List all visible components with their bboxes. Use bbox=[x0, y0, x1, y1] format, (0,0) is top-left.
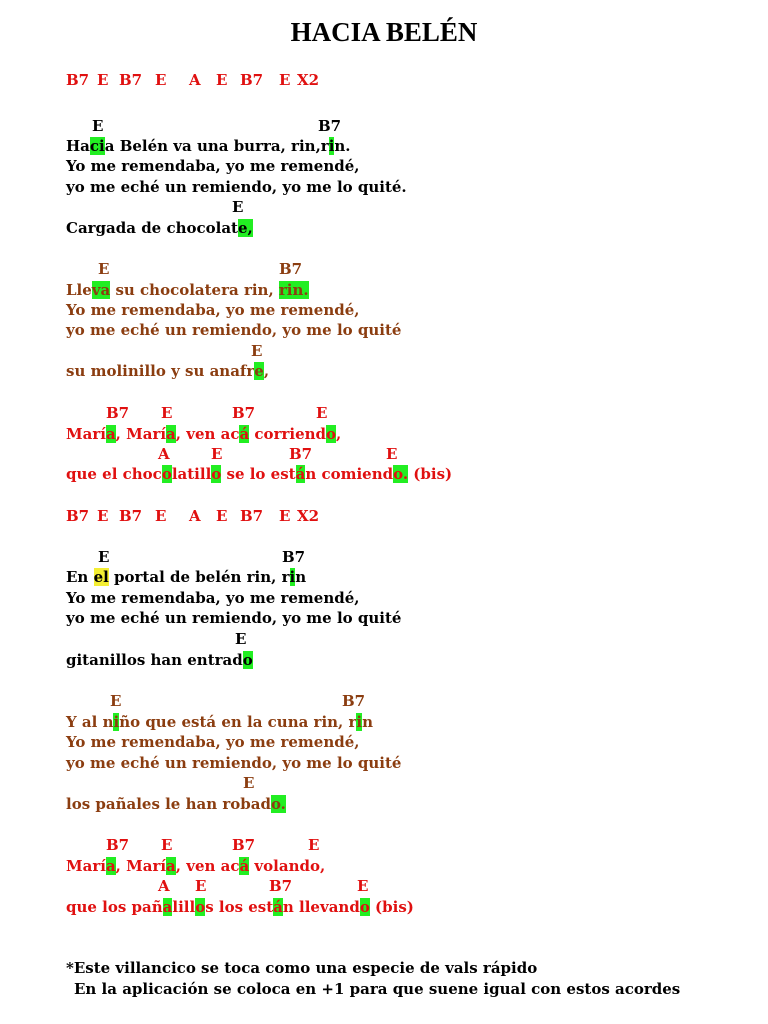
chord-change-highlight: i bbox=[113, 713, 120, 731]
chord-line bbox=[0, 876, 768, 896]
lyric-text: corriend bbox=[249, 425, 327, 443]
chord-change-highlight: a bbox=[105, 425, 116, 443]
chord-change-highlight: á bbox=[273, 898, 283, 916]
chord-label: A bbox=[158, 445, 170, 463]
chord-change-highlight: i bbox=[328, 137, 335, 155]
chord-change-highlight: o. bbox=[393, 465, 409, 483]
lyric-text: que los pañ bbox=[66, 898, 163, 916]
intro-chords bbox=[0, 70, 768, 90]
lyric-line bbox=[66, 361, 766, 381]
chord-label: E bbox=[110, 692, 122, 710]
lyric-text: yo me eché un remiendo, yo me lo quité bbox=[66, 754, 402, 772]
lyric-text: , bbox=[336, 425, 342, 443]
chord-label: B7 bbox=[269, 877, 293, 895]
lyric-text: latill bbox=[171, 465, 212, 483]
chord-change-highlight: o bbox=[326, 425, 337, 443]
chord-label: E bbox=[155, 507, 167, 525]
lyric-text: su chocolatera rin, bbox=[110, 281, 279, 299]
chord-line bbox=[0, 403, 768, 423]
chord-change-highlight: o bbox=[242, 651, 253, 669]
chord-label: E bbox=[216, 507, 228, 525]
chord-change-highlight: a bbox=[105, 857, 116, 875]
lyric-text: su molinillo y su anafr bbox=[66, 362, 255, 380]
chord-line bbox=[0, 259, 768, 279]
chord-change-highlight: o bbox=[359, 898, 370, 916]
chord-change-highlight: a bbox=[166, 857, 176, 875]
chord-change-highlight: e, bbox=[237, 219, 253, 237]
lyric-text: los pañales le han robad bbox=[66, 795, 271, 813]
chord-label: E bbox=[232, 198, 244, 216]
chord-label: E bbox=[235, 630, 247, 648]
chord-label: B7 bbox=[282, 548, 306, 566]
chord-change-highlight: e bbox=[254, 362, 264, 380]
lyric-line bbox=[66, 156, 766, 176]
chord-label: B7 bbox=[106, 836, 130, 854]
lyric-text: Yo me remendaba, yo me remendé, bbox=[66, 157, 360, 175]
lyric-text: yo me eché un remiendo, yo me lo quité. bbox=[66, 178, 407, 196]
lyric-text: a Belén va una burra, rin,r bbox=[104, 137, 329, 155]
chord-label: E bbox=[92, 117, 104, 135]
lyric-text: , bbox=[263, 362, 270, 380]
lyric-text: Yo me remendaba, yo me remendé, bbox=[66, 301, 360, 319]
chord-change-highlight: á bbox=[239, 425, 250, 443]
chord-change-highlight: o bbox=[195, 898, 206, 916]
lyric-text: , Marí bbox=[115, 857, 167, 875]
lyric-text: s los est bbox=[205, 898, 274, 916]
lyric-text: se lo est bbox=[221, 465, 296, 483]
chord-line bbox=[0, 835, 768, 855]
lyric-line bbox=[66, 177, 766, 197]
chord-label: E bbox=[98, 548, 110, 566]
lyric-line bbox=[66, 753, 766, 773]
lyric-text: , ven ac bbox=[175, 857, 240, 875]
lyric-line bbox=[66, 567, 766, 587]
lyric-line bbox=[66, 897, 766, 917]
lyric-line bbox=[66, 856, 766, 876]
lyric-line bbox=[66, 424, 766, 444]
chord-change-highlight: á bbox=[239, 857, 250, 875]
chord-line bbox=[0, 197, 768, 217]
chord-change-highlight: a bbox=[162, 898, 173, 916]
chord-label: E bbox=[316, 404, 328, 422]
chord-label: E bbox=[386, 445, 398, 463]
lyric-text: , Marí bbox=[115, 425, 167, 443]
lyric-text: n bbox=[362, 713, 373, 731]
chord-line bbox=[0, 629, 768, 649]
lyric-line bbox=[66, 608, 766, 628]
chord-label: E bbox=[195, 877, 207, 895]
lyric-text: Ha bbox=[66, 137, 90, 155]
lyric-text: Cargada de chocolat bbox=[66, 219, 238, 237]
chord-label: B7 bbox=[66, 507, 90, 525]
footer-note: *Este villancico se toca como una especie de vals rápido bbox=[66, 959, 538, 977]
lyric-line bbox=[66, 280, 766, 300]
lyric-text: n comiend bbox=[305, 465, 394, 483]
chord-change-highlight: á bbox=[295, 465, 306, 483]
chord-change-highlight: rin. bbox=[278, 281, 309, 299]
chord-line bbox=[0, 444, 768, 464]
chord-label: E bbox=[251, 342, 263, 360]
lyric-text: Y al n bbox=[66, 713, 114, 731]
chord-label: E bbox=[243, 774, 255, 792]
lyric-text: gitanillos han entrad bbox=[66, 651, 243, 669]
lyric-text: n llevand bbox=[282, 898, 360, 916]
chord-change-highlight: ci bbox=[89, 137, 105, 155]
chord-change-highlight: va bbox=[91, 281, 111, 299]
lyric-text: Marí bbox=[66, 857, 106, 875]
chord-change-highlight: i bbox=[289, 568, 296, 586]
chord-label: A bbox=[158, 877, 170, 895]
chord-label: E bbox=[161, 404, 173, 422]
chord-label: E bbox=[98, 260, 110, 278]
chord-label: B7 bbox=[119, 507, 143, 525]
lyric-line bbox=[66, 588, 766, 608]
lyric-text: , bbox=[319, 857, 326, 875]
lyric-text: yo me eché un remiendo, yo me lo quité bbox=[66, 609, 402, 627]
chord-label: A bbox=[189, 507, 201, 525]
chord-label: B7 bbox=[318, 117, 342, 135]
chord-label: B7 bbox=[232, 836, 256, 854]
chord-line bbox=[0, 773, 768, 793]
chord-line bbox=[0, 341, 768, 361]
lyric-line bbox=[66, 794, 766, 814]
lyric-text: lill bbox=[172, 898, 196, 916]
chord-label: B7 bbox=[240, 71, 264, 89]
chord-change-highlight: o. bbox=[270, 795, 286, 813]
chord-label: B7 bbox=[342, 692, 366, 710]
lyric-text: (bis) bbox=[369, 898, 414, 916]
chord-label: E bbox=[279, 71, 291, 89]
lyric-text: Yo me remendaba, yo me remendé, bbox=[66, 589, 360, 607]
chord-label: E bbox=[155, 71, 167, 89]
chord-label: A bbox=[189, 71, 201, 89]
lyric-text: Yo me remendaba, yo me remendé, bbox=[66, 733, 360, 751]
lyric-text: En bbox=[66, 568, 94, 586]
chord-change-highlight: o bbox=[211, 465, 222, 483]
lyric-text: volando bbox=[249, 857, 320, 875]
lyric-line bbox=[66, 732, 766, 752]
chord-label: E bbox=[216, 71, 228, 89]
chord-line bbox=[0, 116, 768, 136]
chord-change-highlight: el bbox=[93, 568, 109, 586]
chord-label: B7 bbox=[232, 404, 256, 422]
chord-label: E bbox=[97, 71, 109, 89]
chord-label: B7 bbox=[279, 260, 303, 278]
chord-label: B7 bbox=[240, 507, 264, 525]
chord-line bbox=[0, 506, 768, 526]
lyric-text: que el choc bbox=[66, 465, 162, 483]
chord-label: E bbox=[357, 877, 369, 895]
chord-label: B7 bbox=[119, 71, 143, 89]
chord-label: E bbox=[161, 836, 173, 854]
lyric-line bbox=[66, 712, 766, 732]
lyric-text: Lle bbox=[66, 281, 92, 299]
chord-label: E bbox=[211, 445, 223, 463]
lyric-line bbox=[66, 320, 766, 340]
chord-change-highlight: i bbox=[356, 713, 363, 731]
lyric-line bbox=[66, 650, 766, 670]
chord-label: X2 bbox=[297, 71, 320, 89]
lyric-line bbox=[66, 136, 766, 156]
chord-label: B7 bbox=[106, 404, 130, 422]
lyric-text: portal de belén rin, r bbox=[108, 568, 290, 586]
chord-change-highlight: o bbox=[161, 465, 172, 483]
chord-change-highlight: a bbox=[166, 425, 176, 443]
chord-label: E bbox=[308, 836, 320, 854]
chord-line bbox=[0, 691, 768, 711]
chord-label: E bbox=[97, 507, 109, 525]
footer-note: En la aplicación se coloca en +1 para que suene igual con estos acordes bbox=[74, 980, 681, 998]
lyric-text: Marí bbox=[66, 425, 106, 443]
lyric-line bbox=[66, 300, 766, 320]
lyric-line bbox=[66, 464, 766, 484]
chord-label: E bbox=[279, 507, 291, 525]
song-title: HACIA BELÉN bbox=[290, 17, 478, 47]
chord-label: B7 bbox=[66, 71, 90, 89]
lyric-line bbox=[66, 218, 766, 238]
chord-label: X2 bbox=[297, 507, 320, 525]
lyric-text: , ven ac bbox=[175, 425, 240, 443]
chord-line bbox=[0, 547, 768, 567]
lyric-text: n bbox=[295, 568, 307, 586]
lyric-text: n. bbox=[334, 137, 351, 155]
lyric-text: yo me eché un remiendo, yo me lo quité bbox=[66, 321, 402, 339]
lyric-text: (bis) bbox=[408, 465, 453, 483]
chord-label: B7 bbox=[289, 445, 313, 463]
lyric-text: ño que está en la cuna rin, r bbox=[119, 713, 357, 731]
